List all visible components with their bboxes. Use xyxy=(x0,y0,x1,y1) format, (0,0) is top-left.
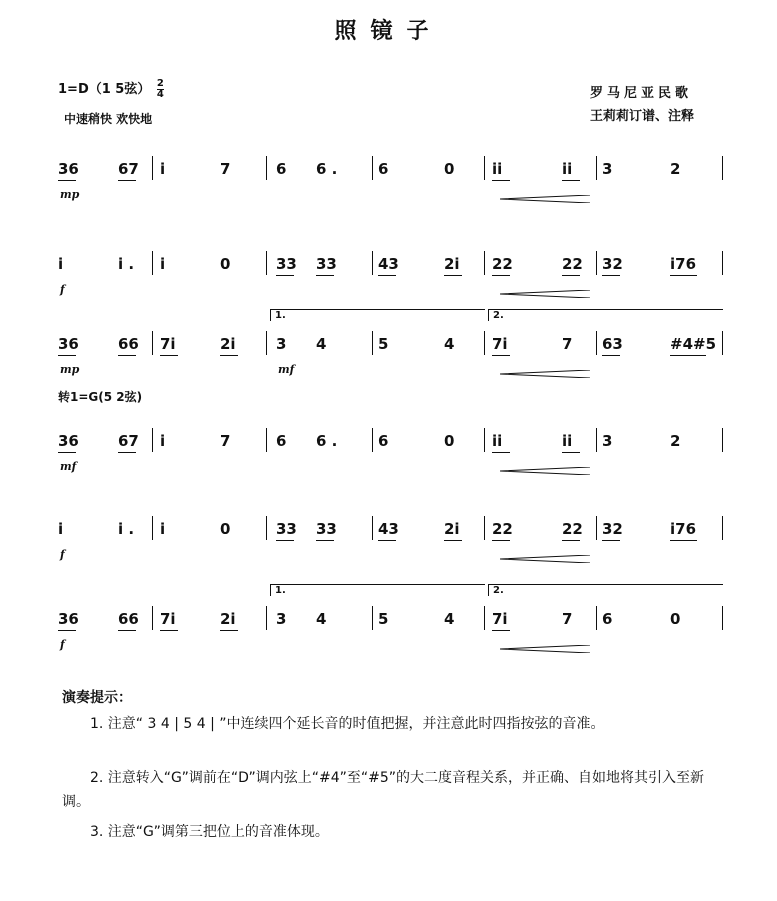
bar-line xyxy=(596,428,597,452)
tempo-marking: 中速稍快 欢快地 xyxy=(64,112,153,126)
bar-line xyxy=(152,331,153,355)
crescendo-hairpin xyxy=(500,363,590,371)
beam-underline xyxy=(492,180,510,181)
beam-underline xyxy=(562,180,580,181)
beam-underline xyxy=(602,355,620,356)
note-group: 2 xyxy=(670,160,681,178)
note-group: 36 xyxy=(58,160,79,178)
note-group: 3 xyxy=(276,335,287,353)
bar-line xyxy=(484,251,485,275)
note-group: 7 xyxy=(562,335,573,353)
crescendo-hairpin xyxy=(500,283,590,291)
beam-underline xyxy=(492,540,510,541)
bar-line xyxy=(266,606,267,630)
note-group: 7 xyxy=(220,432,231,450)
note-group: 7 xyxy=(220,160,231,178)
note-group: 33 xyxy=(316,520,337,538)
beam-underline xyxy=(670,355,706,356)
beam-underline xyxy=(160,630,178,631)
bar-line xyxy=(152,428,153,452)
note-group: 2i xyxy=(444,255,460,273)
bar-line xyxy=(266,251,267,275)
beam-underline xyxy=(492,630,510,631)
bar-line xyxy=(722,428,723,452)
beam-underline xyxy=(444,275,462,276)
note-group: 0 xyxy=(670,610,681,628)
note-group: 6 xyxy=(276,432,287,450)
key-signature xyxy=(58,78,164,100)
note-group: 5 xyxy=(378,610,389,628)
crescendo-hairpin xyxy=(500,638,590,646)
note-group: 22 xyxy=(562,255,583,273)
bar-line xyxy=(372,251,373,275)
note-group: 33 xyxy=(276,255,297,273)
beam-underline xyxy=(492,452,510,453)
dynamic-marking: f xyxy=(60,548,65,561)
volta-ending-2: 2. xyxy=(488,584,723,596)
beam-underline xyxy=(58,180,76,181)
beam-underline xyxy=(378,275,396,276)
beam-underline xyxy=(492,275,510,276)
beam-underline xyxy=(316,540,334,541)
note-group: 7i xyxy=(160,610,176,628)
beam-underline xyxy=(444,540,462,541)
note-group: 3 xyxy=(276,610,287,628)
note-group: 22 xyxy=(492,520,513,538)
bar-line xyxy=(596,156,597,180)
bar-line xyxy=(372,428,373,452)
time-sig-top: 2 xyxy=(156,78,164,89)
note-group: 22 xyxy=(492,255,513,273)
note-group: 3 xyxy=(602,160,613,178)
bar-line xyxy=(266,156,267,180)
dynamic-marking: f xyxy=(60,283,65,296)
note-group: 33 xyxy=(316,255,337,273)
bar-line xyxy=(266,516,267,540)
song-title: 照镜子 xyxy=(334,19,443,44)
beam-underline xyxy=(58,355,76,356)
note-group: #4#5 xyxy=(670,335,717,353)
bar-line xyxy=(596,251,597,275)
bar-line xyxy=(722,156,723,180)
note-group: 36 xyxy=(58,610,79,628)
note-group: i76 xyxy=(670,255,697,273)
beam-underline xyxy=(118,180,136,181)
note-group: 36 xyxy=(58,432,79,450)
note-group: 33 xyxy=(276,520,297,538)
dynamic-marking: mp xyxy=(60,188,80,201)
note-group: i . xyxy=(118,520,135,538)
tip-2: 2. 注意转入“G”调前在“D”调内弦上“#4”至“#5”的大二度音程关系，并正确、自如地将其引入至新调。 xyxy=(62,770,705,810)
note-group: 4 xyxy=(444,335,455,353)
beam-underline xyxy=(58,630,76,631)
bar-line xyxy=(152,251,153,275)
beam-underline xyxy=(492,355,510,356)
note-group: 0 xyxy=(444,432,455,450)
note-group: 7i xyxy=(492,335,508,353)
note-group: 4 xyxy=(316,335,327,353)
dynamic-marking: mp xyxy=(60,363,80,376)
bar-line xyxy=(266,331,267,355)
bar-line xyxy=(152,606,153,630)
tip-1: 1. 注意“ 3 4 | 5 4 | ”中连续四个延长音的时值把握，并注意此时四指按弦的音准。 xyxy=(90,716,605,732)
note-group: ii xyxy=(562,160,573,178)
beam-underline xyxy=(118,452,136,453)
note-group: 7 xyxy=(562,610,573,628)
bar-line xyxy=(372,331,373,355)
note-group: i . xyxy=(118,255,135,273)
dynamic-marking: mf xyxy=(278,363,295,376)
beam-underline xyxy=(316,275,334,276)
note-group: 67 xyxy=(118,160,139,178)
beam-underline xyxy=(378,540,396,541)
bar-line xyxy=(372,516,373,540)
bar-line xyxy=(484,428,485,452)
bar-line xyxy=(152,156,153,180)
note-group: 0 xyxy=(220,255,231,273)
beam-underline xyxy=(562,275,580,276)
beam-underline xyxy=(602,275,620,276)
note-group: 6 xyxy=(378,432,389,450)
note-group: 6 xyxy=(378,160,389,178)
note-group: i xyxy=(58,255,64,273)
note-group: i xyxy=(160,520,166,538)
note-group: 0 xyxy=(444,160,455,178)
bar-line xyxy=(722,331,723,355)
beam-underline xyxy=(118,630,136,631)
bar-line xyxy=(722,606,723,630)
dynamic-marking: f xyxy=(60,638,65,651)
note-group: 36 xyxy=(58,335,79,353)
bar-line xyxy=(722,251,723,275)
note-group: 2i xyxy=(444,520,460,538)
note-group: 6 xyxy=(276,160,287,178)
beam-underline xyxy=(276,540,294,541)
beam-underline xyxy=(118,355,136,356)
bar-line xyxy=(484,156,485,180)
modulation-marking: 转1=G(5 2弦) xyxy=(58,390,143,404)
bar-line xyxy=(372,606,373,630)
bar-line xyxy=(372,156,373,180)
note-group: 43 xyxy=(378,255,399,273)
note-group: 5 xyxy=(378,335,389,353)
note-group: 22 xyxy=(562,520,583,538)
note-group: 43 xyxy=(378,520,399,538)
bar-line xyxy=(596,331,597,355)
song-origin: 罗马尼亚民歌 xyxy=(590,86,693,101)
beam-underline xyxy=(160,355,178,356)
bar-line xyxy=(266,428,267,452)
note-group: 6 . xyxy=(316,432,338,450)
bar-line xyxy=(484,606,485,630)
note-group: 2 xyxy=(670,432,681,450)
note-group: 2i xyxy=(220,610,236,628)
note-group: i76 xyxy=(670,520,697,538)
beam-underline xyxy=(562,540,580,541)
note-group: i xyxy=(160,160,166,178)
note-group: 4 xyxy=(316,610,327,628)
note-group: 7i xyxy=(160,335,176,353)
beam-underline xyxy=(562,452,580,453)
key-label: 1=D（1 5弦） xyxy=(58,82,151,97)
note-group: 66 xyxy=(118,335,139,353)
bar-line xyxy=(484,516,485,540)
arranger-credit: 王莉莉订谱、注释 xyxy=(590,109,695,124)
note-group: i xyxy=(58,520,64,538)
time-sig-bottom: 4 xyxy=(156,89,164,100)
bar-line xyxy=(484,331,485,355)
note-group: i xyxy=(160,255,166,273)
note-group: ii xyxy=(492,160,503,178)
note-group: 0 xyxy=(220,520,231,538)
bar-line xyxy=(596,606,597,630)
crescendo-hairpin xyxy=(500,460,590,468)
note-group: 32 xyxy=(602,520,623,538)
beam-underline xyxy=(220,355,238,356)
tips-heading: 演奏提示： xyxy=(62,690,132,706)
note-group: 67 xyxy=(118,432,139,450)
crescendo-hairpin xyxy=(500,548,590,556)
beam-underline xyxy=(58,452,76,453)
crescendo-hairpin xyxy=(500,188,590,196)
note-group: 6 . xyxy=(316,160,338,178)
note-group: 3 xyxy=(602,432,613,450)
beam-underline xyxy=(220,630,238,631)
note-group: i xyxy=(160,432,166,450)
volta-ending-2: 2. xyxy=(488,309,723,321)
bar-line xyxy=(152,516,153,540)
volta-ending-1: 1. xyxy=(270,309,485,321)
note-group: 66 xyxy=(118,610,139,628)
note-group: 32 xyxy=(602,255,623,273)
note-group: 2i xyxy=(220,335,236,353)
dynamic-marking: mf xyxy=(60,460,77,473)
note-group: ii xyxy=(492,432,503,450)
time-signature xyxy=(157,79,164,100)
bar-line xyxy=(722,516,723,540)
tip-3: 3. 注意“G”调第三把位上的音准体现。 xyxy=(90,824,329,840)
beam-underline xyxy=(276,275,294,276)
bar-line xyxy=(596,516,597,540)
note-group: 4 xyxy=(444,610,455,628)
beam-underline xyxy=(602,540,620,541)
note-group: 63 xyxy=(602,335,623,353)
note-group: 7i xyxy=(492,610,508,628)
note-group: ii xyxy=(562,432,573,450)
beam-underline xyxy=(670,540,697,541)
note-group: 6 xyxy=(602,610,613,628)
beam-underline xyxy=(670,275,697,276)
volta-ending-1: 1. xyxy=(270,584,485,596)
